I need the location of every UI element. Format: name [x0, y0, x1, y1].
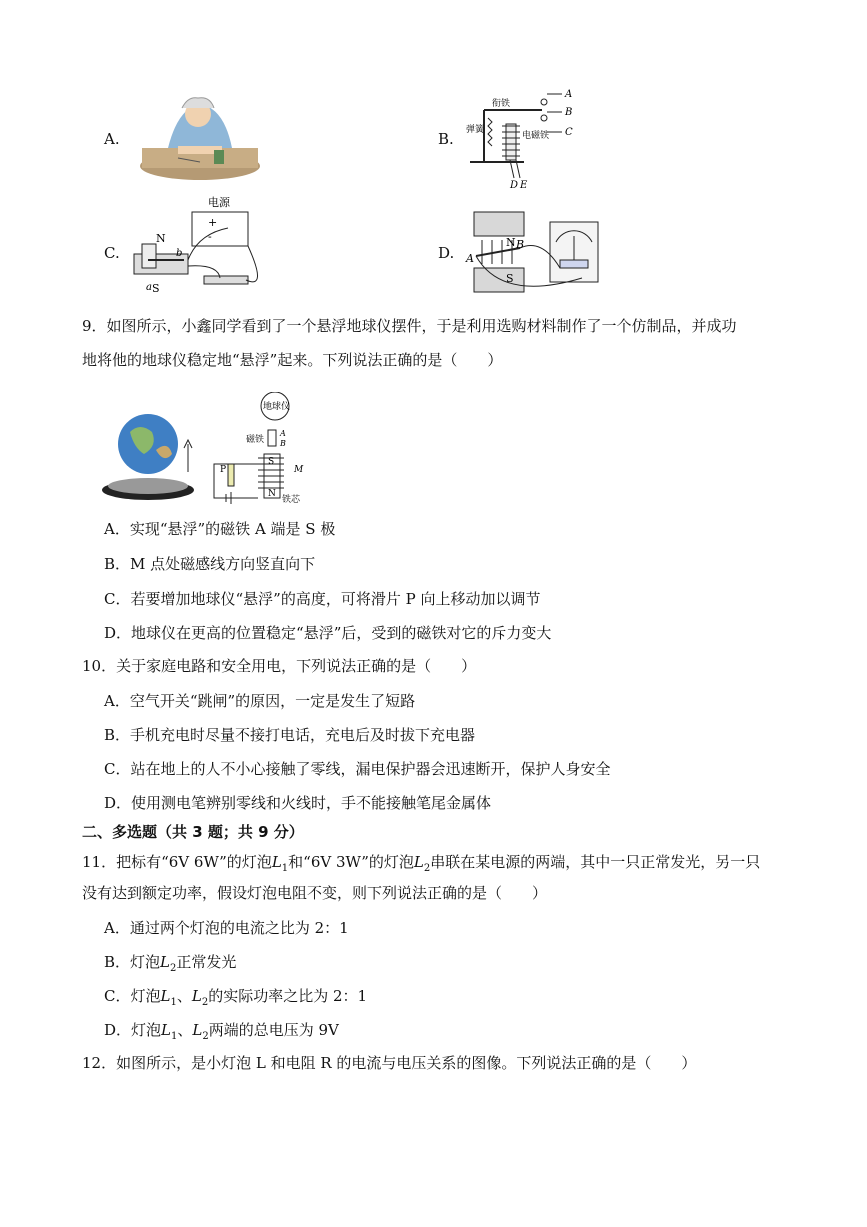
relay-armature-label: 衔铁 [492, 99, 511, 109]
q11-text-part-1: 11．把标有“6V 6W”的灯泡 [82, 853, 272, 871]
q11-option-a: A．通过两个灯泡的电流之比为 2：1 [104, 919, 349, 937]
subscript-2: 2 [170, 963, 177, 974]
relay-terminal-e: E [520, 180, 528, 190]
section-heading-multiple-choice: 二、多选题（共 3 题；共 9 分） [82, 823, 304, 841]
subscript-1: 1 [170, 997, 177, 1008]
wire-a-label: a [146, 282, 152, 293]
var-l: L [160, 987, 171, 1005]
coil-n-label: N [268, 489, 276, 499]
relay-terminal-c: C [565, 127, 573, 138]
q8-option-d-label: D. [438, 244, 455, 262]
magnet-label: 磁铁 [246, 435, 265, 445]
slider-p-label: P [220, 465, 227, 475]
generator-power-figure [128, 194, 274, 298]
q8-option-c-label: C. [104, 244, 120, 262]
power-plus: + [208, 216, 218, 229]
q10-option-c: C．站在地上的人不小心接触了零线，漏电保护器会迅速断开，保护人身安全 [104, 760, 611, 778]
coil-s-label: S [268, 457, 275, 467]
q11-text-part-3: 串联在某电源的两端，其中一只正常发光，另一只 [430, 853, 761, 871]
var-l: L [271, 853, 282, 871]
q10-option-b: B．手机充电时尽量不接打电话，充电后及时拔下充电器 [104, 726, 476, 744]
q11-option-b-suffix: 正常发光 [176, 953, 237, 971]
galvanometer-figure [462, 198, 602, 302]
var-l: L [192, 1021, 203, 1039]
power-minus: - [208, 230, 212, 243]
magnet-s-label: S [152, 282, 160, 295]
electromagnetic-relay-figure [462, 84, 582, 190]
q11-stem-line-1 [82, 851, 760, 880]
scientist-illustration [138, 88, 262, 184]
power-source-label: 电源 [208, 196, 230, 209]
q9-option-a: A．实现“悬浮”的磁铁 A 端是 S 极 [104, 520, 336, 538]
wire-b-label: b [176, 248, 183, 259]
iron-core-label: 铁芯 [282, 495, 301, 505]
q9-option-d: D．地球仪在更高的位置稳定“悬浮”后，受到的磁铁对它的斥力变大 [104, 624, 552, 642]
q10-option-a: A．空气开关“跳闸”的原因，一定是发生了短路 [104, 692, 416, 710]
field-s-label: S [506, 272, 514, 285]
q10-option-d: D．使用测电笔辨别零线和火线时，手不能接触笔尾金属体 [104, 794, 492, 812]
magnet-a-label: A [280, 429, 286, 438]
q11-option-d [104, 1019, 339, 1048]
subscript-1: 1 [171, 1031, 178, 1042]
subscript-2: 2 [202, 1031, 209, 1042]
var-l: L [161, 1021, 171, 1039]
field-n-label: N [506, 236, 516, 249]
relay-terminal-a: A [565, 89, 573, 100]
q10-stem: 10．关于家庭电路和安全用电，下列说法正确的是（ ） [82, 657, 477, 675]
q9-stem-line-2: 地将他的地球仪稳定地“悬浮”起来。下列说法正确的是（ ） [82, 351, 503, 369]
relay-electromagnet-label: 电磁铁 [522, 131, 550, 141]
conductor-b-label: B [516, 238, 525, 251]
subscript-1: 1 [281, 863, 289, 874]
q11-text-part-2: 和“6V 3W”的灯泡 [288, 853, 414, 871]
q11-option-d-suffix: 两端的总电压为 9V [208, 1021, 339, 1039]
q11-option-c-prefix: C．灯泡 [104, 987, 161, 1005]
q9-option-c: C．若要增加地球仪“悬浮”的高度，可将滑片 P 向上移动加以调节 [104, 590, 541, 608]
q11-option-c-suffix: 的实际功率之比为 2：1 [208, 987, 368, 1005]
q11-stem-line-2: 没有达到额定功率，假设灯泡电阻不变，则下列说法正确的是（ ） [82, 884, 548, 902]
q9-option-b: B．M 点处磁感线方向竖直向下 [104, 555, 316, 573]
q11-option-b [104, 951, 236, 980]
q9-stem-line-1: 9．如图所示，小鑫同学看到了一个悬浮地球仪摆件，于是利用选购材料制作了一个仿制品，并成功 [82, 317, 737, 335]
separator: 、 [177, 1021, 193, 1039]
q11-option-c [104, 985, 367, 1014]
separator: 、 [176, 987, 192, 1005]
relay-terminal-b: B [565, 107, 573, 118]
levitating-globe-figure [100, 392, 330, 506]
var-l: L [160, 953, 170, 971]
var-l: L [413, 853, 424, 871]
var-l: L [191, 987, 202, 1005]
conductor-a-label: A [466, 252, 474, 265]
subscript-2: 2 [201, 997, 209, 1008]
q8-option-b-label: B. [438, 130, 454, 148]
q11-option-d-prefix: D．灯泡 [104, 1021, 162, 1039]
globe-label: 地球仪 [263, 402, 291, 412]
relay-spring-label: 弹簧 [466, 125, 485, 135]
q8-option-a-label: A. [104, 130, 120, 148]
magnet-n-label: N [156, 232, 166, 245]
q12-stem: 12．如图所示，是小灯泡 L 和电阻 R 的电流与电压关系的图像。下列说法正确的是（ ） [82, 1054, 697, 1072]
relay-terminal-d: D [510, 180, 519, 190]
q11-option-b-prefix: B．灯泡 [104, 953, 161, 971]
magnet-b-label: B [280, 439, 286, 448]
point-m-label: M [294, 465, 304, 475]
subscript-2: 2 [423, 863, 431, 874]
